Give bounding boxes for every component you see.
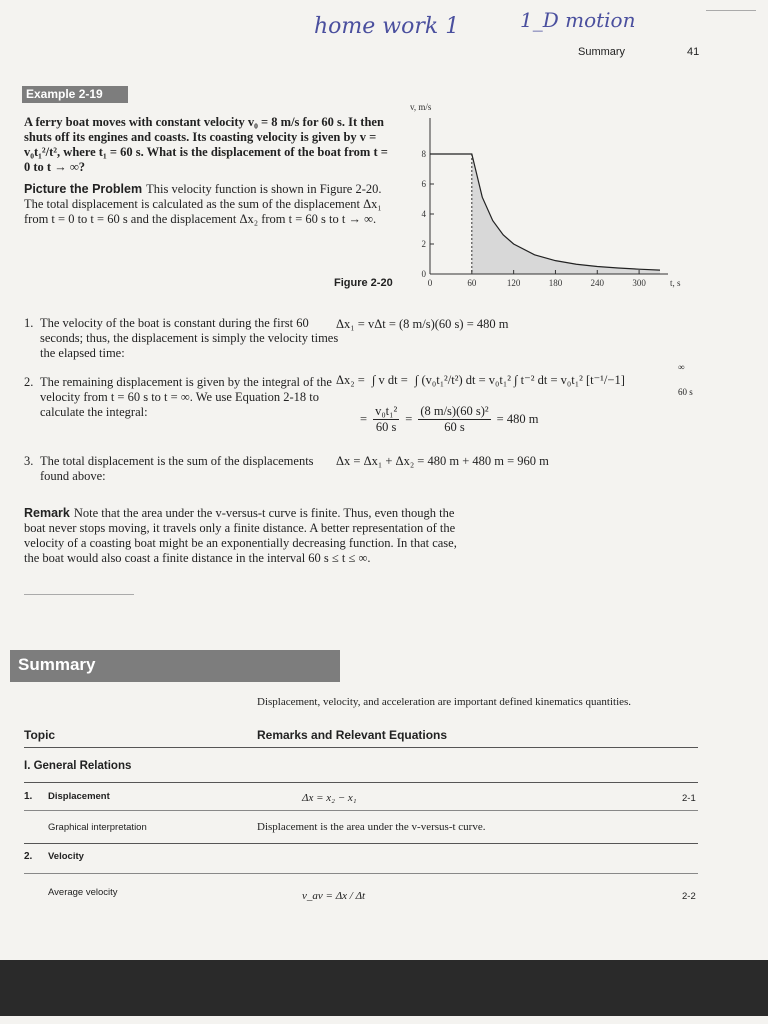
step-3 xyxy=(24,454,340,484)
y-tick-label: 2 xyxy=(421,239,426,249)
table-row-equation: Displacement is the area under the v-versus-t curve. xyxy=(257,821,486,833)
picture-heading: Picture the Problem xyxy=(24,182,143,196)
fraction-result: = 480 m xyxy=(496,412,539,426)
column-header-topic: Topic xyxy=(24,728,56,742)
fraction-2-denominator: 60 s xyxy=(444,420,465,434)
handwritten-title: home work 1 xyxy=(314,14,460,39)
integral-lower-limit: 60 s xyxy=(678,387,693,397)
step-1-equation: Δx₁ = vΔt = (8 m/s)(60 s) = 480 m xyxy=(336,317,509,331)
x-tick-label: 120 xyxy=(506,278,521,288)
y-tick-label: 8 xyxy=(421,149,426,159)
step-2-equation-line-2: = $\frac{\text{v₀t₁²}}{60 s}$ = $\frac{\text{(8 m/s)(60 s)²}}{60 s}$ = 480 m xyxy=(360,404,539,434)
group-rule xyxy=(24,782,698,783)
step-3-text: The total displacement is the sum of the displacements found above: xyxy=(40,454,314,483)
fraction-2 xyxy=(418,404,490,435)
step-2-equation-line-1 xyxy=(336,372,625,388)
y-axis-label: v, m/s xyxy=(410,102,432,112)
table-row-equation: Δx = x₂ − x₁ xyxy=(302,792,357,804)
step-2-number: 2. xyxy=(24,375,34,389)
remark-end-rule xyxy=(24,594,134,595)
fraction-1-numerator: v₀t₁² xyxy=(375,404,398,418)
table-row-equation: v_av = Δx / Δt xyxy=(302,890,366,902)
step-2-text: The remaining displacement is given by the integral of the velocity from t = 60 s to t = ∞. We use Equation 2-18 to calculate the integral: xyxy=(40,375,332,419)
summary-title: Summary xyxy=(18,655,96,674)
running-header-section: Summary xyxy=(578,46,626,58)
fraction-2-numerator: (8 m/s)(60 s)² xyxy=(420,404,489,418)
remark-text: Note that the area under the v-versus-t curve is finite. Thus, even though the boat never stops moving, it travels only a finite distance. A better representation of the velocity of a coasting boat might be an exponentially decreasing function. In that case, the boat would also coast a finite distance in the interval 60 s ≤ t ≤ ∞. xyxy=(24,506,457,565)
table-row-topic: Average velocity xyxy=(48,887,118,898)
step-1-text: The velocity of the boat is constant during the first 60 seconds; thus, the displacement is simply the velocity times the elapsed time: xyxy=(40,316,339,360)
eq-integral-2: ∫ (v₀t₁²/t²) dt = v₀t₁² ∫ t⁻² dt = v₀t₁² [t⁻¹/−1] xyxy=(414,373,625,387)
table-row-ref: 2-2 xyxy=(682,891,696,902)
eq-integral-1: ∫ v dt = xyxy=(371,373,408,387)
column-header-remarks: Remarks and Relevant Equations xyxy=(257,728,448,742)
x-tick-label: 300 xyxy=(632,278,646,288)
fraction-1-denominator: 60 s xyxy=(375,420,397,434)
x-axis-label: t, s xyxy=(670,278,681,288)
bottom-dark-band xyxy=(0,960,768,1016)
table-row-ref: 2-1 xyxy=(682,793,696,804)
table-row-topic: Graphical interpretation xyxy=(48,822,147,833)
group-general-relations: I. General Relations xyxy=(24,760,132,772)
shaded-area xyxy=(472,154,660,274)
example-problem: A ferry boat moves with constant velocity v₀ = 8 m/s for 60 s. It then shuts off its engines and coasts. Its coasting velocity is given by v = v₀t₁²/t², where t₁ = 60 s. What is the displacement of the boat from t = 0 to t → ∞? xyxy=(24,115,388,174)
step-3-number: 3. xyxy=(24,454,34,468)
row-rule xyxy=(24,810,698,811)
y-tick-label: 6 xyxy=(421,179,426,189)
summary-intro: Displacement, velocity, and acceleration are important defined kinematics quantities. xyxy=(257,696,632,708)
x-tick-label: 60 xyxy=(467,278,477,288)
table-header-rule xyxy=(24,747,698,748)
picture-text: This velocity function is shown in Figure 2-20. The total displacement is calculated as the sum of the displacement Δx₁ from t = 0 to t = 60 s and the displacement Δx₂ from t = 60 s to t → ∞. xyxy=(24,182,382,226)
eq-lhs: Δx₂ = xyxy=(336,373,365,387)
step-1 xyxy=(24,316,340,361)
row-rule xyxy=(24,843,698,844)
step-2 xyxy=(24,375,340,420)
velocity-line xyxy=(430,154,660,270)
page-number: 41 xyxy=(687,46,700,58)
x-tick-label: 180 xyxy=(548,278,563,288)
remark xyxy=(24,506,472,566)
table-row-topic: Displacement xyxy=(48,791,110,802)
figure-caption: Figure 2-20 xyxy=(334,277,393,289)
table-row-number: 2. xyxy=(24,851,33,862)
y-tick-label: 0 xyxy=(421,269,426,279)
handwritten-topic: 1_D motion xyxy=(520,8,636,32)
table-row-topic: Velocity xyxy=(48,851,84,862)
picture-the-problem xyxy=(24,182,394,227)
top-right-rule xyxy=(706,10,756,11)
x-tick-label: 0 xyxy=(427,278,433,288)
example-label: Example 2-19 xyxy=(26,87,103,101)
remark-heading: Remark xyxy=(24,506,70,520)
step-3-equation: Δx = Δx₁ + Δx₂ = 480 m + 480 m = 960 m xyxy=(336,454,549,468)
x-tick-label: 240 xyxy=(590,278,605,288)
fraction-1 xyxy=(373,404,399,435)
integral-upper-limit: ∞ xyxy=(678,362,685,372)
velocity-chart xyxy=(400,98,690,293)
row-rule xyxy=(24,873,698,874)
y-tick-label: 4 xyxy=(421,209,426,219)
step-1-number: 1. xyxy=(24,316,34,330)
table-row-number: 1. xyxy=(24,791,33,802)
